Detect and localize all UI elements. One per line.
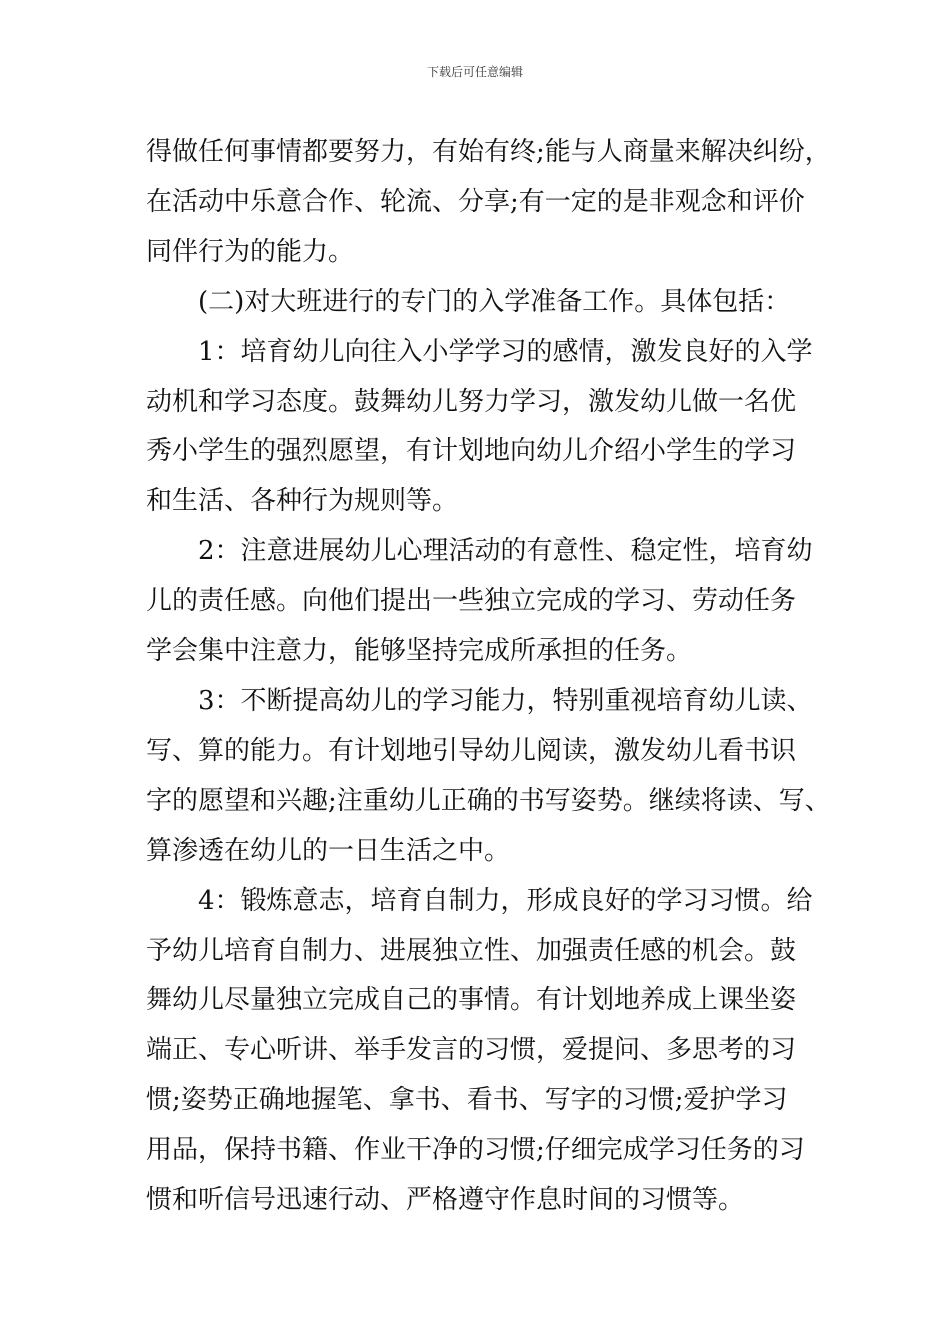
text-line: 算渗透在幼儿的一日生活之中。 bbox=[146, 835, 511, 866]
text-line: 予幼儿培育自制力、进展独立性、加强责任感的机会。鼓 bbox=[146, 935, 797, 966]
text-line: 学会集中注意力，能够坚持完成所承担的任务。 bbox=[146, 636, 693, 667]
text-line: 2：注意进展幼儿心理活动的有意性、稳定性，培育幼 bbox=[198, 536, 813, 567]
text-line: 字的愿望和兴趣;注重幼儿正确的书写姿势。继续将读、写、 bbox=[146, 785, 831, 816]
paragraph-item-2 bbox=[146, 527, 826, 677]
page-header-note: 下载后可任意编辑 bbox=[426, 65, 523, 79]
text-line: 惯;姿势正确地握笔、拿书、看书、写字的习惯;爱护学习 bbox=[146, 1085, 788, 1116]
text-line: (二)对大班进行的专门的入学准备工作。具体包括： bbox=[198, 286, 791, 317]
paragraph-continuation bbox=[146, 128, 831, 278]
document-body bbox=[146, 128, 831, 1226]
text-line: 同伴行为的能力。 bbox=[146, 236, 355, 267]
text-line: 用品，保持书籍、作业干净的习惯;仔细完成学习任务的习 bbox=[146, 1135, 805, 1166]
text-line: 儿的责任感。向他们提出一些独立完成的学习、劳动任务 bbox=[146, 586, 797, 617]
paragraph-section-two-heading bbox=[146, 278, 826, 328]
text-line: 秀小学生的强烈愿望，有计划地向幼儿介绍小学生的学习 bbox=[146, 436, 797, 467]
text-line: 和生活、各种行为规则等。 bbox=[146, 486, 459, 517]
paragraph-item-1 bbox=[146, 328, 826, 528]
paragraph-item-4 bbox=[146, 877, 826, 1226]
text-line: 舞幼儿尽量独立完成自己的事情。有计划地养成上课坐姿 bbox=[146, 985, 797, 1016]
text-line: 惯和听信号迅速行动、严格遵守作息时间的习惯等。 bbox=[146, 1185, 745, 1216]
text-line: 在活动中乐意合作、轮流、分享;有一定的是非观念和评价 bbox=[146, 186, 805, 217]
text-line: 得做任何事情都要努力，有始有终;能与人商量来解决纠纷， bbox=[146, 137, 831, 167]
text-line: 1：培育幼儿向往入小学学习的感情，激发良好的入学 bbox=[198, 336, 813, 367]
text-line: 3：不断提高幼儿的学习能力，特别重视培育幼儿读、 bbox=[198, 685, 813, 716]
text-line: 端正、专心听讲、举手发言的习惯，爱提问、多思考的习 bbox=[146, 1035, 797, 1066]
paragraph-item-3 bbox=[146, 677, 831, 877]
text-line: 写、算的能力。有计划地引导幼儿阅读，激发幼儿看书识 bbox=[146, 735, 797, 766]
text-line: 动机和学习态度。鼓舞幼儿努力学习，激发幼儿做一名优 bbox=[146, 386, 797, 417]
text-line: 4：锻炼意志，培育自制力，形成良好的学习习惯。给 bbox=[198, 885, 813, 916]
